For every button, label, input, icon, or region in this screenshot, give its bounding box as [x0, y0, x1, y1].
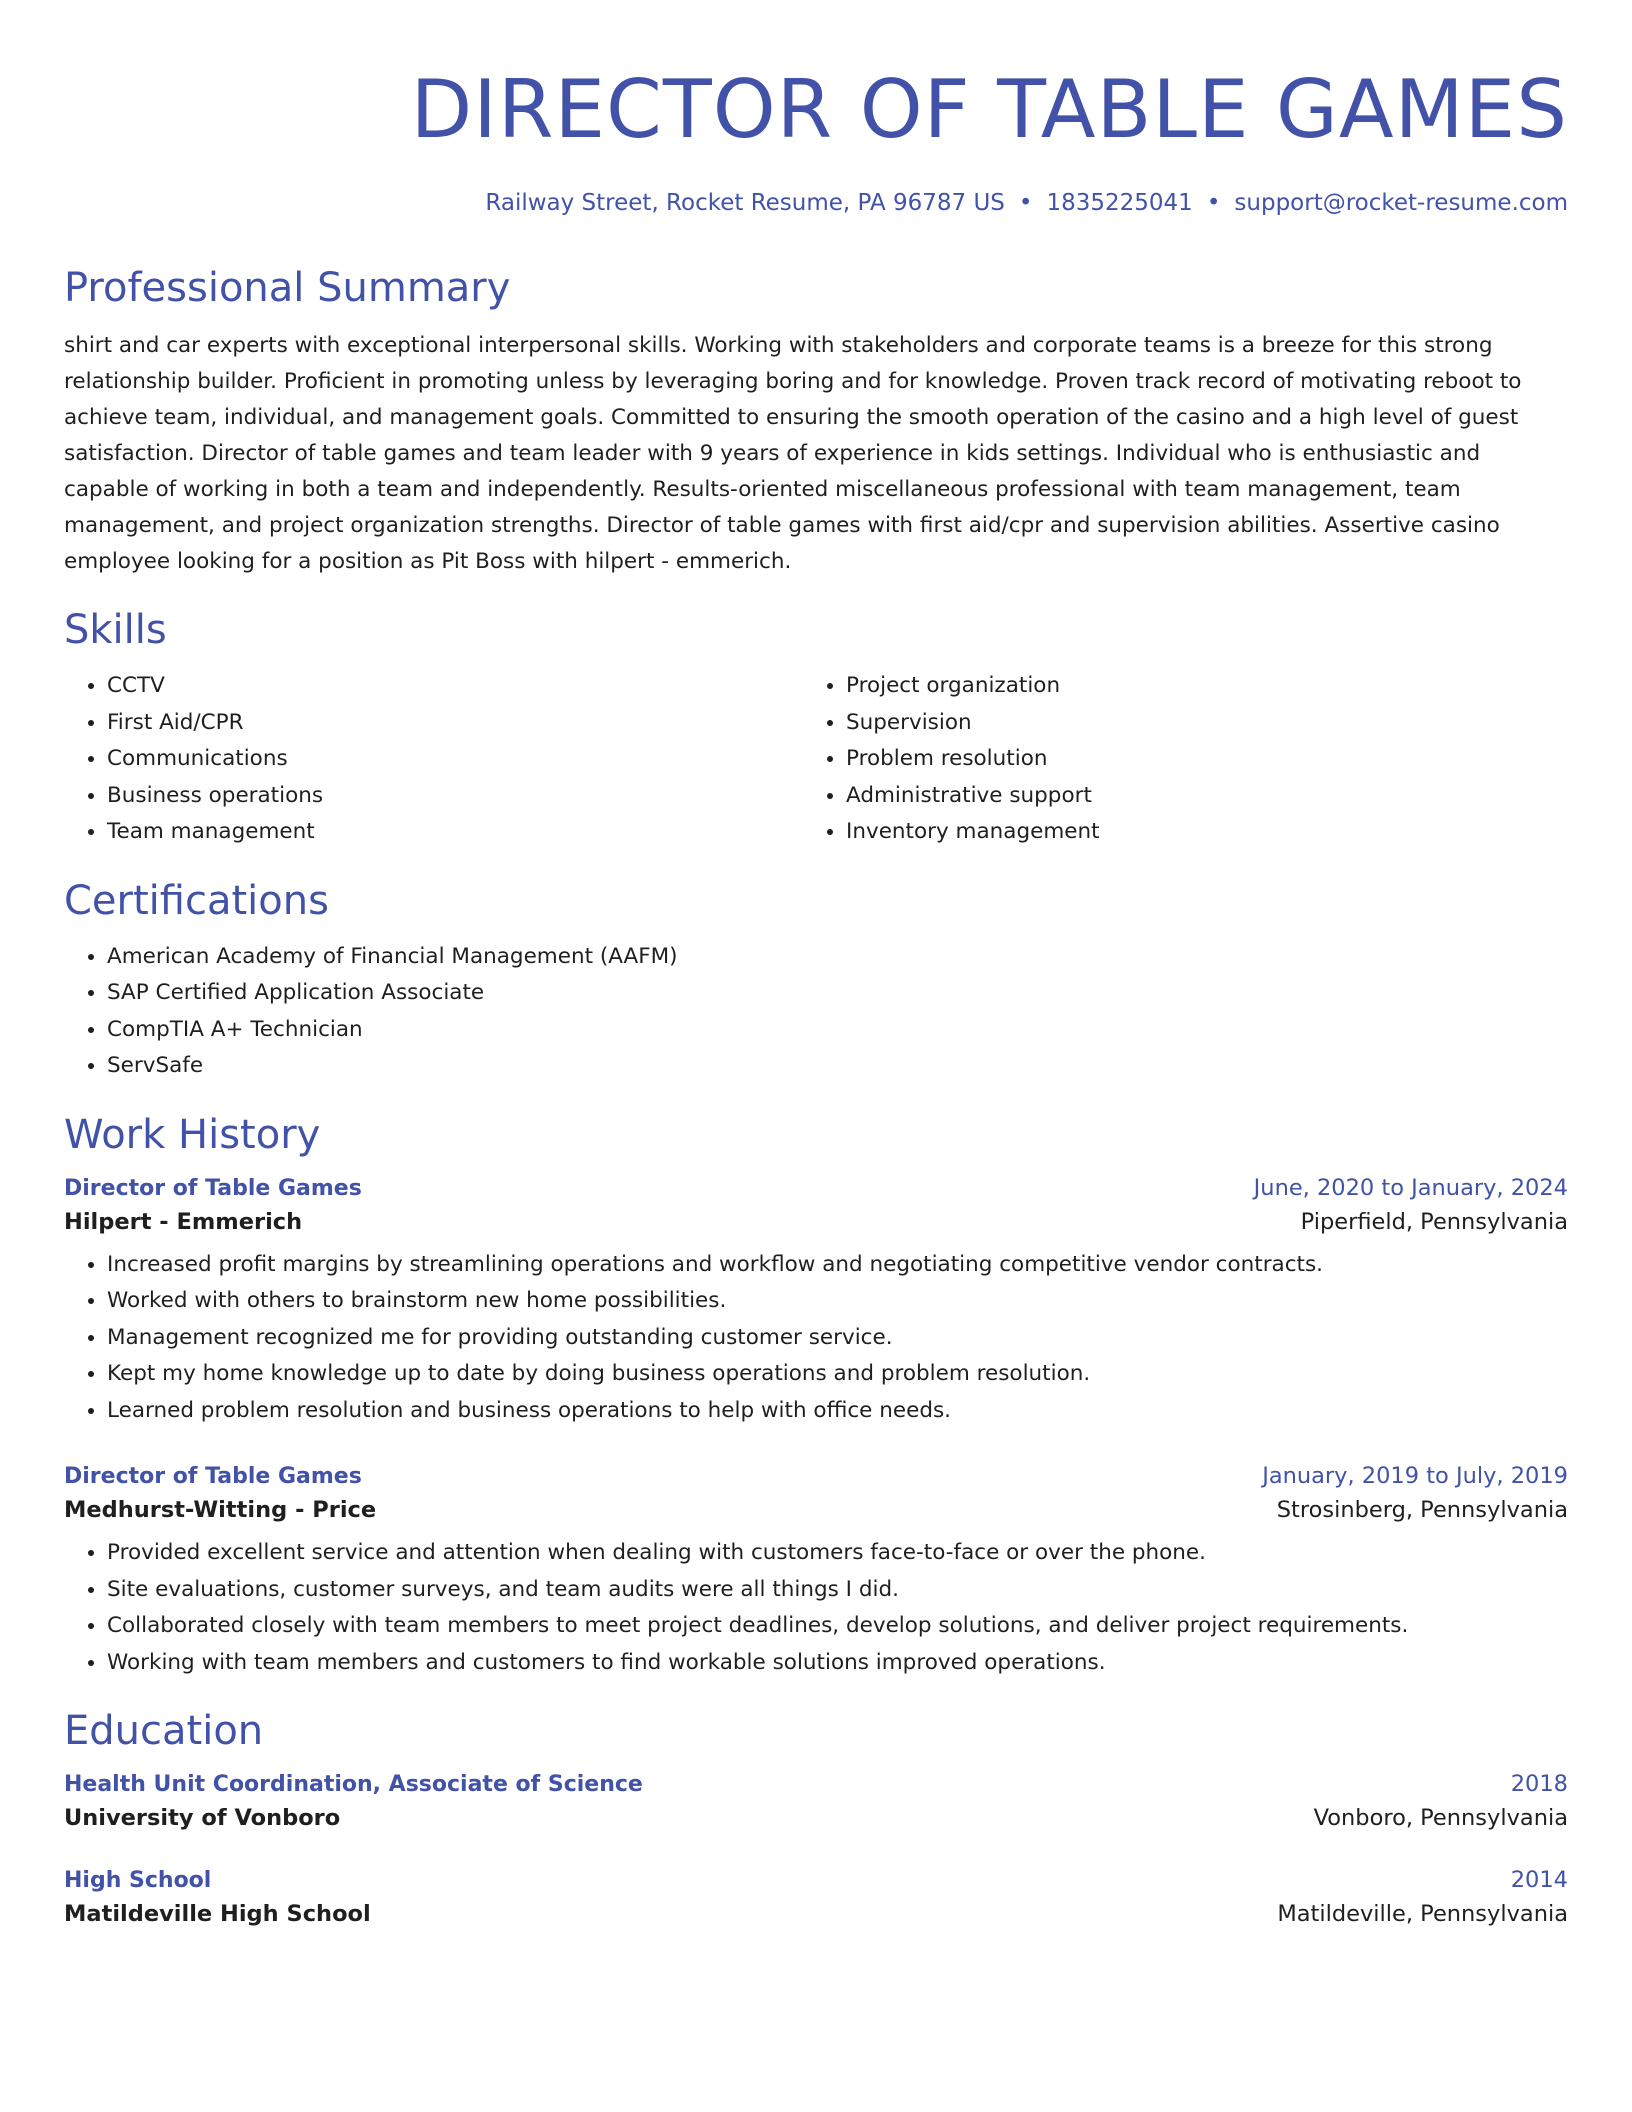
education-header-row — [64, 1867, 1568, 1893]
section-heading-skills: Skills — [64, 607, 167, 653]
education-entry — [64, 1771, 1568, 1831]
resume-title: DIRECTOR OF TABLE GAMES — [410, 63, 1568, 156]
contact-address: Railway Street, Rocket Resume, PA 96787 US — [485, 190, 1005, 216]
skill-item: • Project organization — [846, 668, 1568, 705]
education-entry — [64, 1867, 1568, 1927]
job-entry — [64, 1175, 1568, 1430]
job-header-row — [64, 1175, 1568, 1201]
job-bullet: • Management recognized me for providing outstanding customer service. — [107, 1320, 1568, 1357]
job-location: Strosinberg, Pennsylvania — [1276, 1497, 1568, 1523]
contact-separator: • — [1206, 190, 1221, 216]
job-dates: January, 2019 to July, 2019 — [1262, 1463, 1568, 1489]
education-degree: Health Unit Coordination, Associate of Science — [64, 1772, 643, 1797]
certifications-list — [64, 939, 1568, 1085]
contact-email[interactable]: support@rocket-resume.com — [1234, 190, 1568, 216]
summary-text: shirt and car experts with exceptional interpersonal skills. Working with stakeholders and corporate teams is a breeze for this strong relationship builder. Proficient in promoting unless by leveraging boring and for knowledge. Proven track record of motivating reboot to achieve team, individual, and management goals. Committed to ensuring the smooth operation of the casino and a high level of guest satisfaction. Director of table games and team leader with 9 years of experience in kids settings. Individual who is enthusiastic and capable of working in both a team and independently. Results-oriented miscellaneous professional with team management, team management, and project organization strengths. Director of table games with first aid/cpr and supervision abilities. Assertive casino employee looking for a position as Pit Boss with hilpert - emmerich. — [64, 333, 1522, 574]
job-bullets — [64, 1535, 1568, 1681]
job-entry — [64, 1463, 1568, 1681]
education-year: 2018 — [1510, 1771, 1568, 1797]
section-heading-education: Education — [64, 1708, 264, 1754]
skill-item: • Inventory management — [846, 814, 1568, 851]
skill-item: • First Aid/CPR — [107, 705, 803, 742]
certification-item: • SAP Certified Application Associate — [107, 975, 1568, 1012]
contact-phone[interactable]: 1835225041 — [1046, 190, 1193, 216]
skill-item: • Communications — [107, 741, 803, 778]
skill-item: • Problem resolution — [846, 741, 1568, 778]
skill-item: • Administrative support — [846, 778, 1568, 815]
contact-separator: • — [1018, 190, 1033, 216]
skill-item: • Business operations — [107, 778, 803, 815]
job-location: Piperfield, Pennsylvania — [1300, 1208, 1568, 1235]
job-title: Director of Table Games — [64, 1175, 362, 1201]
skill-item: • CCTV — [107, 668, 803, 705]
section-heading-work-history: Work History — [64, 1111, 321, 1158]
education-year: 2014 — [1510, 1867, 1568, 1893]
job-bullets — [64, 1247, 1568, 1430]
job-bullet: • Working with team members and customers to find workable solutions improved operations. — [107, 1645, 1568, 1682]
job-title: Director of Table Games — [64, 1464, 362, 1489]
job-company-row — [64, 1209, 1568, 1235]
job-company: Medhurst-Witting - Price — [64, 1497, 377, 1523]
education-header-row — [64, 1771, 1568, 1797]
education-school-row — [64, 1805, 1568, 1831]
education-school-row — [64, 1901, 1568, 1927]
skill-item: • Team management — [107, 814, 803, 851]
section-heading-certifications: Certifications — [64, 877, 329, 924]
certification-item: • CompTIA A+ Technician — [107, 1012, 1568, 1049]
skills-column-right — [803, 668, 1568, 851]
job-header-row — [64, 1463, 1568, 1489]
section-heading-summary: Professional Summary — [64, 265, 511, 311]
education-location: Matildeville, Pennsylvania — [1277, 1901, 1568, 1927]
skills-list — [64, 668, 1568, 851]
job-company: Hilpert - Emmerich — [64, 1208, 303, 1235]
job-bullet: • Collaborated closely with team members to meet project deadlines, develop solutions, and deliver project requirements. — [107, 1608, 1568, 1645]
job-dates: June, 2020 to January, 2024 — [1253, 1174, 1568, 1201]
certification-item: • ServSafe — [107, 1048, 1568, 1085]
job-bullet: • Kept my home knowledge up to date by doing business operations and problem resolution. — [107, 1356, 1568, 1393]
education-school: University of Vonboro — [64, 1805, 341, 1831]
skill-item: • Supervision — [846, 705, 1568, 742]
contact-line — [64, 190, 1568, 216]
job-bullet: • Provided excellent service and attention when dealing with customers face-to-face or over the phone. — [107, 1535, 1568, 1572]
job-bullet: • Learned problem resolution and business operations to help with office needs. — [107, 1393, 1568, 1430]
certification-item: • American Academy of Financial Management (AAFM) — [107, 939, 1568, 976]
education-degree: High School — [64, 1868, 212, 1893]
job-bullet: • Worked with others to brainstorm new home possibilities. — [107, 1283, 1568, 1320]
job-bullet: • Increased profit margins by streamlining operations and workflow and negotiating competitive vendor contracts. — [107, 1247, 1568, 1284]
skills-column-left — [64, 668, 803, 851]
job-bullet: • Site evaluations, customer surveys, and team audits were all things I did. — [107, 1572, 1568, 1609]
education-location: Vonboro, Pennsylvania — [1313, 1805, 1568, 1831]
job-company-row — [64, 1497, 1568, 1523]
education-school: Matildeville High School — [64, 1901, 371, 1927]
